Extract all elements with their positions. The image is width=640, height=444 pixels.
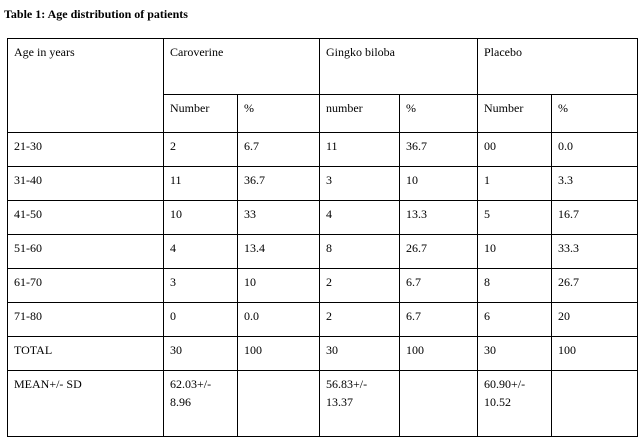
table-cell: 10 bbox=[400, 167, 478, 201]
header-group-gingko-biloba: Gingko biloba bbox=[320, 39, 478, 95]
row-age-cell: 41-50 bbox=[8, 201, 164, 235]
subheader-cell: % bbox=[400, 95, 478, 133]
table-cell: 33 bbox=[238, 201, 320, 235]
table-cell: 0.0 bbox=[238, 303, 320, 337]
table-cell: 30 bbox=[320, 337, 400, 371]
table-row bbox=[8, 235, 638, 269]
table-cell: 6.7 bbox=[400, 269, 478, 303]
table-cell: 16.7 bbox=[552, 201, 638, 235]
table-cell: 00 bbox=[478, 133, 552, 167]
mean-sd-cell bbox=[164, 371, 238, 437]
table-title: Table 1: Age distribution of patients bbox=[4, 7, 188, 21]
table-cell: 36.7 bbox=[400, 133, 478, 167]
empty-cell bbox=[552, 371, 638, 437]
table-row bbox=[8, 167, 638, 201]
table-cell: 2 bbox=[164, 133, 238, 167]
table-cell: 0.0 bbox=[552, 133, 638, 167]
subheader-cell: number bbox=[320, 95, 400, 133]
table-cell: 10 bbox=[164, 201, 238, 235]
subheader-cell: % bbox=[238, 95, 320, 133]
subheader-cell: % bbox=[552, 95, 638, 133]
table-cell: 2 bbox=[320, 269, 400, 303]
table-cell: 100 bbox=[238, 337, 320, 371]
table-cell: 0 bbox=[164, 303, 238, 337]
table-cell: 2 bbox=[320, 303, 400, 337]
table-cell: 33.3 bbox=[552, 235, 638, 269]
table-cell: 13.4 bbox=[238, 235, 320, 269]
table-cell: 8 bbox=[320, 235, 400, 269]
mean-sd-row bbox=[8, 371, 638, 437]
mean-sd-cell bbox=[478, 371, 552, 437]
mean-value: 60.90+/- bbox=[484, 377, 526, 391]
table-cell: 10 bbox=[238, 269, 320, 303]
row-age-cell: 61-70 bbox=[8, 269, 164, 303]
table-cell: 3.3 bbox=[552, 167, 638, 201]
table-cell: 3 bbox=[320, 167, 400, 201]
table-cell: 100 bbox=[552, 337, 638, 371]
row-age-cell: TOTAL bbox=[8, 337, 164, 371]
table-cell: 4 bbox=[164, 235, 238, 269]
table-cell: 6.7 bbox=[238, 133, 320, 167]
mean-sd-cell bbox=[320, 371, 400, 437]
row-age-cell: MEAN+/- SD bbox=[8, 371, 164, 437]
table-cell: 11 bbox=[164, 167, 238, 201]
table-cell: 5 bbox=[478, 201, 552, 235]
table-cell: 20 bbox=[552, 303, 638, 337]
table-cell: 30 bbox=[164, 337, 238, 371]
row-age-cell: 71-80 bbox=[8, 303, 164, 337]
table-row bbox=[8, 133, 638, 167]
total-row bbox=[8, 337, 638, 371]
table-cell: 6 bbox=[478, 303, 552, 337]
sd-value: 13.37 bbox=[326, 395, 353, 409]
table-cell: 4 bbox=[320, 201, 400, 235]
row-age-cell: 21-30 bbox=[8, 133, 164, 167]
row-age-cell: 51-60 bbox=[8, 235, 164, 269]
table-cell: 10 bbox=[478, 235, 552, 269]
header-group-placebo: Placebo bbox=[478, 39, 638, 95]
table-row bbox=[8, 269, 638, 303]
header-group-caroverine: Caroverine bbox=[164, 39, 320, 95]
subheader-cell: Number bbox=[478, 95, 552, 133]
table-cell: 8 bbox=[478, 269, 552, 303]
age-distribution-table bbox=[7, 38, 638, 437]
table-row bbox=[8, 201, 638, 235]
row-age-cell: 31-40 bbox=[8, 167, 164, 201]
sd-value: 8.96 bbox=[170, 395, 191, 409]
empty-cell bbox=[400, 371, 478, 437]
table-cell: 26.7 bbox=[400, 235, 478, 269]
mean-value: 56.83+/- bbox=[326, 377, 368, 391]
table-cell: 3 bbox=[164, 269, 238, 303]
table-cell: 6.7 bbox=[400, 303, 478, 337]
table-cell: 100 bbox=[400, 337, 478, 371]
header-row bbox=[8, 39, 638, 95]
mean-value: 62.03+/- bbox=[170, 377, 212, 391]
header-age-cell: Age in years bbox=[8, 39, 164, 133]
subheader-cell: Number bbox=[164, 95, 238, 133]
table-cell: 30 bbox=[478, 337, 552, 371]
table-cell: 26.7 bbox=[552, 269, 638, 303]
sd-value: 10.52 bbox=[484, 395, 511, 409]
empty-cell bbox=[238, 371, 320, 437]
table-cell: 13.3 bbox=[400, 201, 478, 235]
table-cell: 1 bbox=[478, 167, 552, 201]
table-row bbox=[8, 303, 638, 337]
table-cell: 36.7 bbox=[238, 167, 320, 201]
table-cell: 11 bbox=[320, 133, 400, 167]
